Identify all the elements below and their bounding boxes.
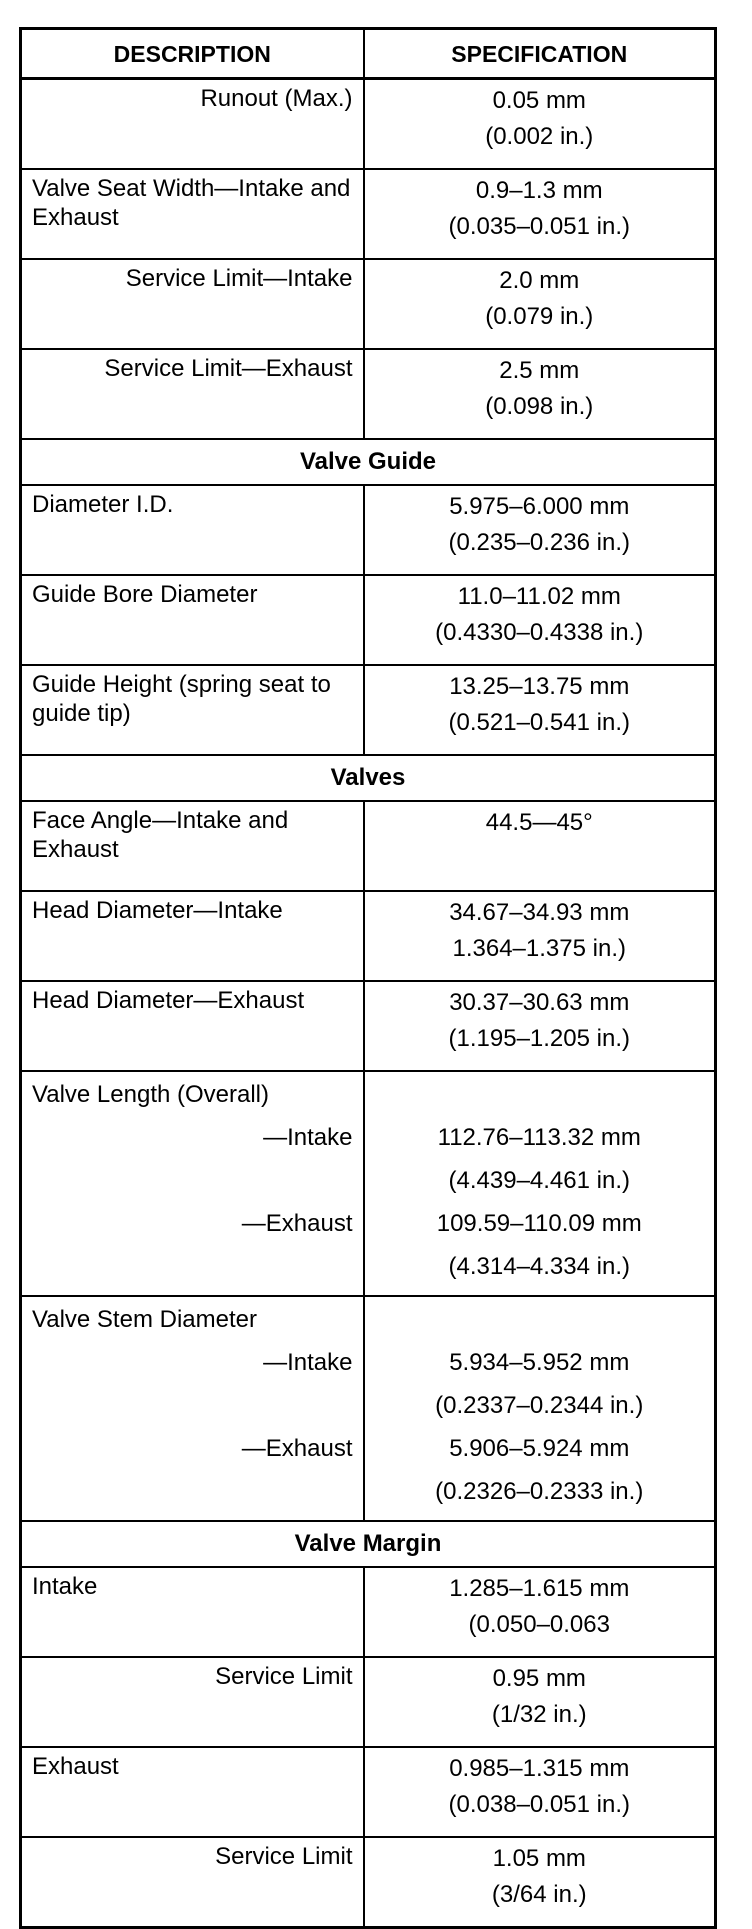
- specification-cell: [364, 981, 716, 1071]
- specification-line: 11.0–11.02 mm: [457, 583, 621, 610]
- description-line: Valve Stem Diameter: [32, 1306, 257, 1333]
- table-row: [21, 1657, 716, 1747]
- description-line: —Intake: [263, 1349, 353, 1376]
- specification-line: (0.098 in.): [485, 393, 594, 420]
- specification-line: (0.521–0.541 in.): [448, 709, 630, 736]
- description-line: —Exhaust: [241, 1210, 353, 1237]
- table-row: [21, 79, 716, 170]
- description-cell: [21, 575, 364, 665]
- description-cell: [21, 79, 364, 170]
- description-cell: [21, 349, 364, 439]
- specification-line: 109.59–110.09 mm: [436, 1210, 642, 1237]
- table-row: [21, 169, 716, 259]
- table-row: [21, 1747, 716, 1837]
- specification-line: [365, 1301, 715, 1344]
- description-text: Face Angle—Intake and Exhaust: [32, 807, 289, 863]
- description-cell: [21, 485, 364, 575]
- description-cell: [21, 1747, 364, 1837]
- specification-cell: [364, 1296, 716, 1521]
- description-cell: [21, 1567, 364, 1657]
- table-row: [21, 1567, 716, 1657]
- specification-line: 0.05 mm: [492, 87, 586, 114]
- description-text: Service Limit: [215, 1663, 353, 1690]
- description-text: Diameter I.D.: [32, 491, 174, 518]
- specification-cell: [364, 1657, 716, 1747]
- specification-line: 0.9–1.3 mm: [475, 177, 603, 204]
- specification-line: (0.035–0.051 in.): [448, 213, 630, 240]
- description-cell: [21, 981, 364, 1071]
- section-row: [21, 1521, 716, 1567]
- specification-line: (0.050–0.063: [468, 1611, 610, 1638]
- table-row: [21, 1296, 716, 1521]
- spec-body: [21, 79, 716, 1928]
- description-line: —Intake: [263, 1124, 353, 1151]
- specification-line: (0.038–0.051 in.): [448, 1791, 630, 1818]
- specification-line: (4.439–4.461 in.): [448, 1167, 630, 1194]
- section-row: [21, 439, 716, 485]
- specification-line: 2.0 mm: [499, 267, 580, 294]
- description-text: Guide Height (spring seat to guide tip): [32, 671, 331, 727]
- table-row: [21, 891, 716, 981]
- specification-cell: [364, 169, 716, 259]
- table-row: [21, 259, 716, 349]
- specification-cell: [364, 891, 716, 981]
- specification-line: (0.079 in.): [485, 303, 594, 330]
- specification-line: (0.2326–0.2333 in.): [435, 1478, 644, 1505]
- description-text: Head Diameter—Intake: [32, 897, 283, 924]
- specification-cell: [364, 575, 716, 665]
- specification-line: (3/64 in.): [491, 1881, 587, 1908]
- description-line: —Exhaust: [241, 1435, 353, 1462]
- specification-line: (0.2337–0.2344 in.): [435, 1392, 644, 1419]
- specification-cell: [364, 79, 716, 170]
- description-line: [32, 1473, 353, 1516]
- specification-line: (1.195–1.205 in.): [448, 1025, 630, 1052]
- description-text: Guide Bore Diameter: [32, 581, 258, 608]
- specification-cell: [364, 1071, 716, 1296]
- table-row: [21, 981, 716, 1071]
- description-cell: [21, 891, 364, 981]
- specification-line: 13.25–13.75 mm: [449, 673, 630, 700]
- specification-cell: [364, 665, 716, 755]
- specification-cell: [364, 349, 716, 439]
- specification-cell: [364, 259, 716, 349]
- table-row: [21, 1071, 716, 1296]
- description-text: Exhaust: [32, 1753, 119, 1780]
- specification-cell: [364, 1837, 716, 1928]
- description-cell: [21, 801, 364, 891]
- section-title: Valve Margin: [21, 1521, 716, 1567]
- section-title: Valve Guide: [21, 439, 716, 485]
- description-line: [32, 1387, 353, 1430]
- table-header-row: [21, 29, 716, 79]
- specification-line: 30.37–30.63 mm: [449, 989, 630, 1016]
- specification-cell: [364, 1747, 716, 1837]
- specification-line: (0.002 in.): [485, 123, 594, 150]
- description-cell: [21, 1071, 364, 1296]
- specification-line: 112.76–113.32 mm: [437, 1124, 641, 1151]
- description-line: [32, 1162, 353, 1205]
- description-text: Runout (Max.): [200, 85, 353, 112]
- specification-line: (0.4330–0.4338 in.): [435, 619, 644, 646]
- specification-line: 1.285–1.615 mm: [449, 1575, 630, 1602]
- specification-line: 1.05 mm: [492, 1845, 586, 1872]
- specification-line: [365, 1076, 715, 1119]
- specification-line: 5.934–5.952 mm: [449, 1349, 630, 1376]
- table-row: [21, 665, 716, 755]
- table-row: [21, 575, 716, 665]
- specification-line: (0.235–0.236 in.): [448, 529, 630, 556]
- description-cell: [21, 1657, 364, 1747]
- specification-line: 5.975–6.000 mm: [449, 493, 630, 520]
- description-cell: [21, 1837, 364, 1928]
- specification-line: (4.314–4.334 in.): [448, 1253, 630, 1280]
- specification-line: 0.95 mm: [492, 1665, 586, 1692]
- specification-line: (1/32 in.): [491, 1701, 587, 1728]
- table-row: [21, 349, 716, 439]
- description-cell: [21, 259, 364, 349]
- section-title: Valves: [21, 755, 716, 801]
- specification-line: 1.364–1.375 in.): [452, 935, 626, 962]
- description-text: Service Limit—Intake: [125, 265, 353, 292]
- specification-cell: [364, 485, 716, 575]
- description-cell: [21, 169, 364, 259]
- specification-line: 0.985–1.315 mm: [449, 1755, 630, 1782]
- specification-cell: [364, 1567, 716, 1657]
- specification-cell: [364, 801, 716, 891]
- specification-line: 2.5 mm: [499, 357, 580, 384]
- description-line: Valve Length (Overall): [32, 1081, 269, 1108]
- description-cell: [21, 665, 364, 755]
- specification-line: 44.5—45°: [485, 809, 593, 836]
- description-text: Head Diameter—Exhaust: [32, 987, 305, 1014]
- description-cell: [21, 1296, 364, 1521]
- specification-line: 5.906–5.924 mm: [449, 1435, 630, 1462]
- section-row: [21, 755, 716, 801]
- spec-table: [19, 27, 717, 1929]
- description-text: Service Limit—Exhaust: [104, 355, 353, 382]
- description-text: Service Limit: [215, 1843, 353, 1870]
- table-row: [21, 485, 716, 575]
- table-row: [21, 801, 716, 891]
- description-line: [32, 1248, 353, 1291]
- description-text: Valve Seat Width—Intake and Exhaust: [32, 175, 351, 231]
- description-header: DESCRIPTION: [21, 29, 364, 79]
- table-row: [21, 1837, 716, 1928]
- description-text: Intake: [32, 1573, 98, 1600]
- specification-header: SPECIFICATION: [364, 29, 716, 79]
- specification-line: 34.67–34.93 mm: [449, 899, 630, 926]
